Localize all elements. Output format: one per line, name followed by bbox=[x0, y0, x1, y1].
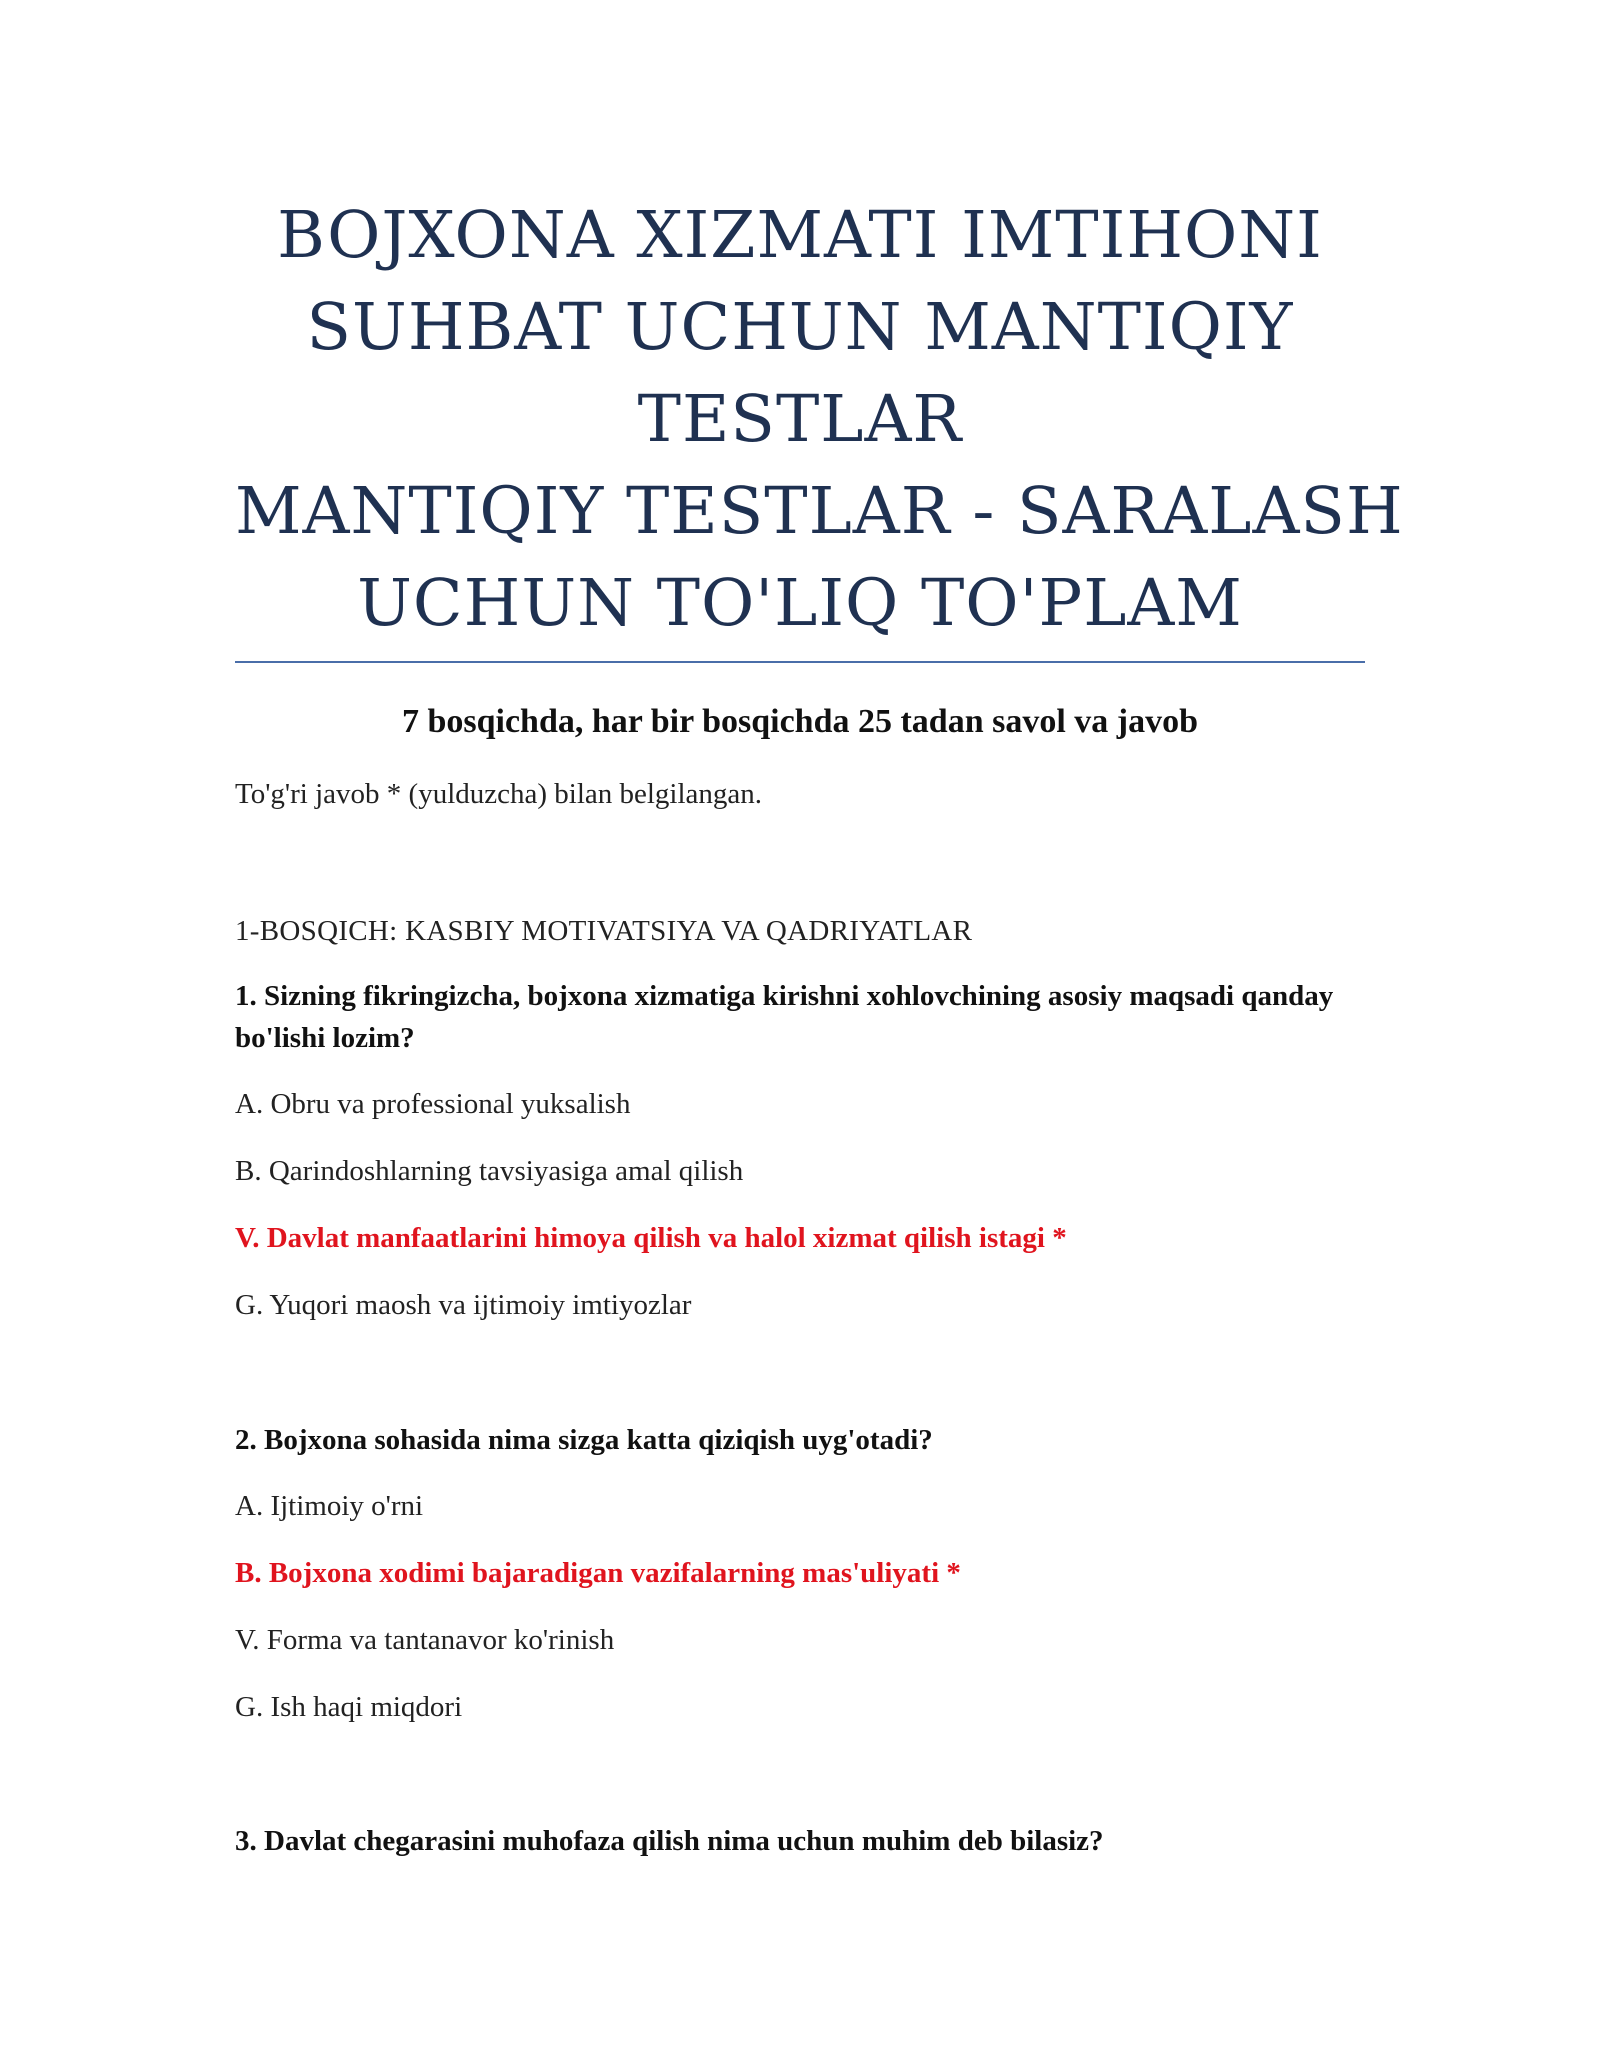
question-1-option-a: A. Obru va professional yuksalish bbox=[235, 1088, 631, 1120]
question-1-option-g: G. Yuqori maosh va ijtimoiy imtiyozlar bbox=[235, 1289, 692, 1321]
document-subtitle: 7 bosqichda, har bir bosqichda 25 tadan savol va javob bbox=[401, 703, 1199, 740]
title-line: UCHUN TO'LIQ TO'PLAM bbox=[357, 566, 1243, 641]
question-1: 1. Sizning fikringizcha, bojxona xizmatiga kirishni xohlovchining asosiy maqsadi qanday bo'lishi lozim? bbox=[235, 980, 1334, 1054]
title-line: SUHBAT UCHUN MANTIQIY bbox=[306, 290, 1294, 365]
question-1-option-b: B. Qarindoshlarning tavsiyasiga amal qilish bbox=[235, 1155, 744, 1187]
title-line: BOJXONA XIZMATI IMTIHONI bbox=[277, 198, 1323, 273]
title-divider bbox=[235, 661, 1365, 663]
title-line: MANTIQIY TESTLAR - SARALASH bbox=[235, 474, 1404, 549]
question-2-option-g: G. Ish haqi miqdori bbox=[235, 1691, 463, 1723]
title-line: TESTLAR bbox=[637, 382, 963, 457]
document-title bbox=[235, 190, 1404, 650]
question-2: 2. Bojxona sohasida nima sizga katta qiziqish uyg'otadi? bbox=[235, 1424, 933, 1456]
question-2-option-a: A. Ijtimoiy o'rni bbox=[235, 1490, 424, 1522]
question-3: 3. Davlat chegarasini muhofaza qilish nima uchun muhim deb bilasiz? bbox=[235, 1825, 1104, 1857]
question-2-option-v: V. Forma va tantanavor ko'rinish bbox=[235, 1624, 615, 1656]
question-1-option-v-correct: V. Davlat manfaatlarini himoya qilish va halol xizmat qilish istagi * bbox=[235, 1222, 1067, 1254]
section-heading: 1-BOSQICH: KASBIY MOTIVATSIYA VA QADRIYATLAR bbox=[235, 915, 973, 947]
question-2-option-b-correct: B. Bojxona xodimi bajaradigan vazifalarning mas'uliyati * bbox=[235, 1557, 961, 1589]
answer-key-note: To'g'ri javob * (yulduzcha) bilan belgilangan. bbox=[235, 778, 763, 810]
